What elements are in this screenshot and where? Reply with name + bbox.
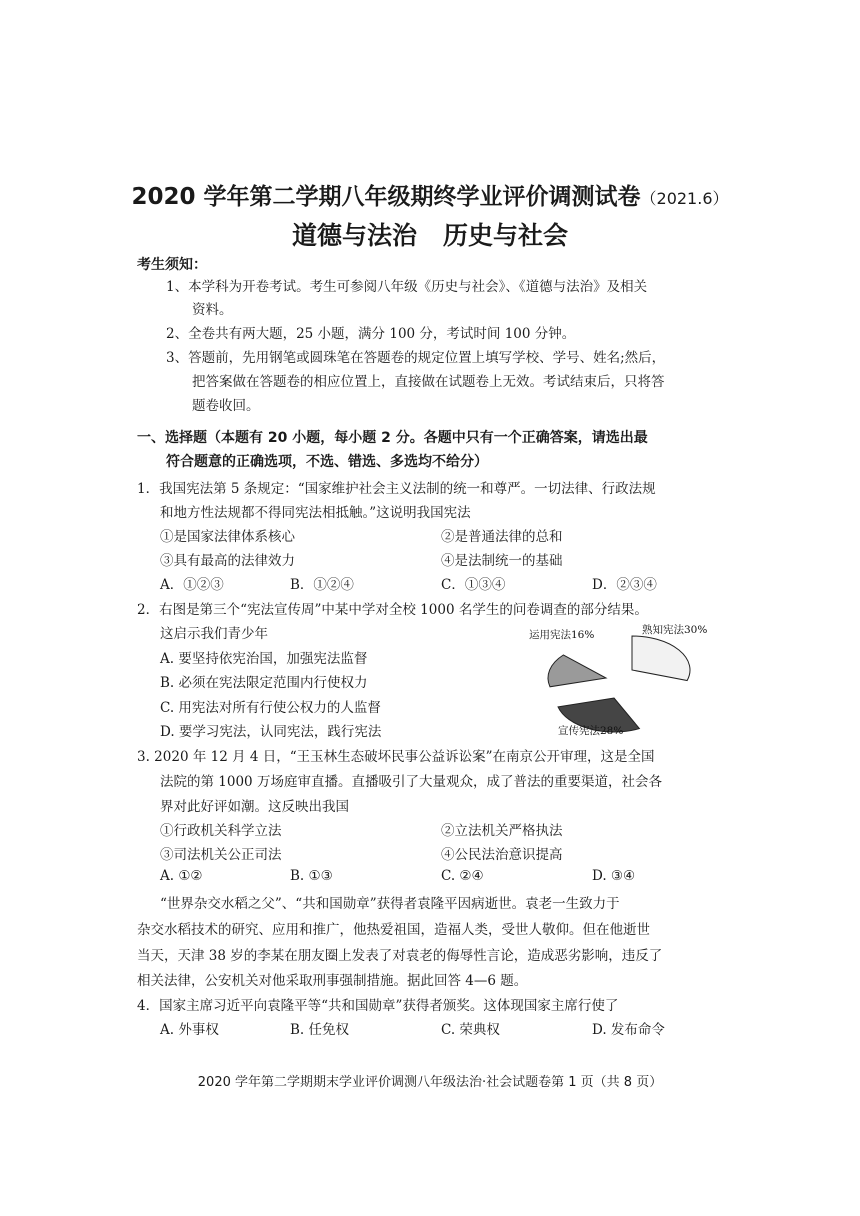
pie-label-promote-constitution: 宣传宪法28%	[558, 725, 624, 737]
q1-item-4: ④是法制统一的基础	[441, 553, 563, 569]
subject-1: 道德与法治	[291, 221, 417, 250]
notice-item-1-line-1: 1、本学科为开卷考试。考生可参阅八年级《历史与社会》、《道德与法治》及相关	[166, 279, 648, 295]
page-footer: 2020 学年第二学期期末学业评价调测八年级法治·社会试题卷第 1 页（共 8 页）	[197, 1075, 663, 1090]
notice-item-1-line-2: 资料。	[192, 302, 233, 318]
q4-option-b: B. 任免权	[290, 1022, 350, 1038]
notice-heading: 考生须知：	[137, 257, 207, 273]
q2-option-c: C. 用宪法对所有行使公权力的人监督	[160, 700, 381, 716]
subject-2: 历史与社会	[443, 221, 569, 250]
exam-subjects	[0, 216, 860, 252]
q3-item-2: ②立法机关严格执法	[441, 823, 563, 839]
q3-option-a: A. ①②	[160, 868, 203, 884]
q2-option-b: B. 必须在宪法限定范围内行使权力	[160, 675, 368, 691]
q3-option-c: C. ②④	[441, 868, 484, 884]
q1-stem-line-2: 和地方性法规都不得同宪法相抵触。”这说明我国宪法	[160, 505, 471, 521]
q2-stem-line-1: 2．右图是第三个“宪法宣传周”中某中学对全校 1000 名学生的问卷调查的部分结果。	[137, 602, 648, 618]
passage-line-2: 杂交水稻技术的研究、应用和推广，他热爱祖国，造福人类，受世人敬仰。但在他逝世	[137, 922, 650, 938]
q3-item-4: ④公民法治意识提高	[441, 847, 563, 863]
q3-item-3: ③司法机关公正司法	[160, 847, 282, 863]
passage-line-3: 当天，天津 38 岁的李某在朋友圈上发表了对袁老的侮辱性言论，造成恶劣影响，违反了	[137, 948, 663, 964]
q1-item-3: ③具有最高的法律效力	[160, 553, 295, 569]
pie-slice-apply-constitution	[548, 655, 606, 687]
q3-stem-line-1: 3. 2020 年 12 月 4 日，“王玉林生态破坏民事公益诉讼案”在南京公开审理，这是全国	[137, 749, 655, 765]
section1-heading-line-1: 一、选择题（本题有 20 小题，每小题 2 分。各题中只有一个正确答案，请选出最	[137, 430, 648, 446]
q1-option-c: C．①③④	[441, 577, 506, 593]
q1-item-2: ②是普通法律的总和	[441, 529, 563, 545]
q2-stem-line-2: 这启示我们青少年	[160, 626, 268, 642]
passage-line-4: 相关法律，公安机关对他采取刑事强制措施。据此回答 4—6 题。	[137, 973, 528, 989]
q3-option-d: D. ③④	[592, 868, 636, 884]
pie-slice-know-constitution	[632, 636, 690, 681]
exam-title-text: 2020 学年第二学期八年级期终学业评价调测试卷	[131, 184, 641, 210]
q4-option-d: D. 发布命令	[592, 1022, 665, 1038]
q4-option-a: A. 外事权	[160, 1022, 219, 1038]
q4-stem: 4．国家主席习近平向袁隆平等“共和国勋章”获得者颁奖。这体现国家主席行使了	[137, 998, 619, 1014]
q2-option-d: D. 要学习宪法，认同宪法，践行宪法	[160, 724, 382, 740]
section1-heading-line-2: 符合题意的正确选项，不选、错选、多选均不给分）	[166, 454, 488, 470]
q2-option-a: A. 要坚持依宪治国，加强宪法监督	[160, 651, 368, 667]
q4-option-c: C. 荣典权	[441, 1022, 500, 1038]
q3-stem-line-2: 法院的第 1000 万场庭审直播。直播吸引了大量观众，成了普法的重要渠道，社会各	[160, 774, 662, 790]
q3-item-1: ①行政机关科学立法	[160, 823, 282, 839]
exam-title	[0, 178, 860, 211]
q1-option-b: B．①②④	[290, 577, 354, 593]
notice-item-3-line-2: 把答案做在答题卷的相应位置上，直接做在试题卷上无效。考试结束后，只将答	[192, 374, 665, 390]
notice-item-3-line-3: 题卷收回。	[192, 398, 260, 414]
exam-date: （2021.6）	[640, 189, 729, 208]
passage-line-1: “世界杂交水稻之父”、“共和国勋章”获得者袁隆平因病逝世。袁老一生致力于	[160, 896, 620, 912]
survey-pie-chart	[520, 618, 725, 740]
q1-stem-line-1: 1．我国宪法第 5 条规定：“国家维护社会主义法制的统一和尊严。一切法律、行政法规	[137, 481, 656, 497]
pie-label-know-constitution: 熟知宪法30%	[642, 624, 708, 636]
q1-item-1: ①是国家法律体系核心	[160, 529, 295, 545]
q3-option-b: B. ①③	[290, 868, 333, 884]
notice-item-3-line-1: 3、答题前，先用钢笔或圆珠笔在答题卷的规定位置上填写学校、学号、姓名;然后，	[166, 350, 666, 366]
q3-stem-line-3: 界对此好评如潮。这反映出我国	[160, 799, 349, 815]
q1-option-a: A．①②③	[160, 577, 224, 593]
notice-item-2: 2、全卷共有两大题，25 小题，满分 100 分，考试时间 100 分钟。	[166, 326, 576, 342]
q1-option-d: D．②③④	[592, 577, 657, 593]
pie-label-apply-constitution: 运用宪法16%	[529, 629, 595, 641]
